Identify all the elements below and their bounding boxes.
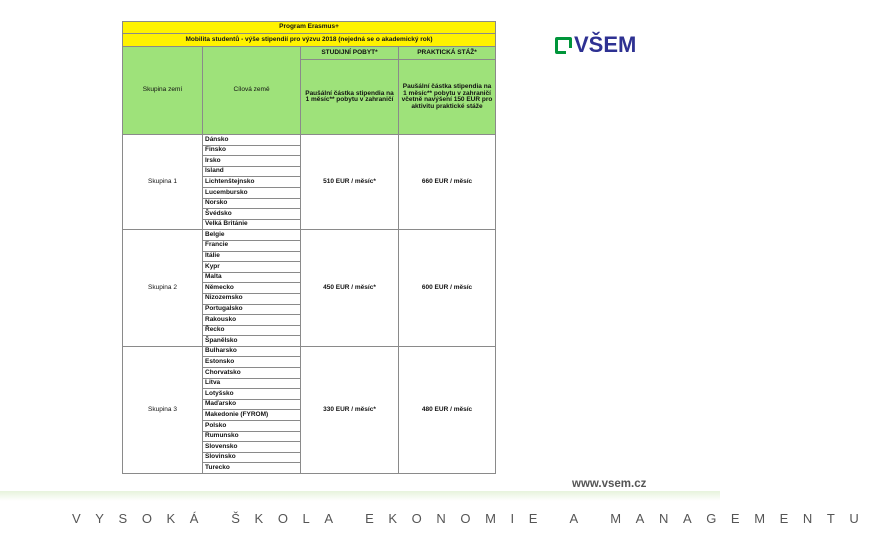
country-cell: Maďarsko (203, 399, 301, 410)
study-stipend-value: 330 EUR / měsíc* (301, 346, 399, 473)
country-cell: Itálie (203, 251, 301, 262)
country-cell: Belgie (203, 230, 301, 241)
country-cell: Nizozemsko (203, 293, 301, 304)
country-cell: Bulharsko (203, 346, 301, 357)
internship-stipend-value: 660 EUR / měsíc (399, 135, 496, 230)
footer-school-name: VYSOKÁ ŠKOLA EKONOMIE A MANAGEMENTU (72, 511, 873, 526)
group-label: Skupina 3 (123, 346, 203, 473)
country-cell: Makedonie (FYROM) (203, 410, 301, 421)
country-cell: Dánsko (203, 135, 301, 146)
website-url: www.vsem.cz (572, 478, 647, 490)
footer-divider (0, 491, 720, 501)
country-cell: Portugalsko (203, 304, 301, 315)
study-column-header: STUDIJNÍ POBYT* (301, 47, 399, 60)
study-stipend-value: 450 EUR / měsíc* (301, 230, 399, 347)
country-cell: Řecko (203, 325, 301, 336)
country-cell: Francie (203, 240, 301, 251)
internship-description: Paušální částka stipendia na 1 měsíc** pobytu v zahraničí včetně navýšení 150 EUR pro aktivitu praktické stáže (399, 60, 496, 135)
country-cell: Slovensko (203, 442, 301, 453)
country-cell: Litva (203, 378, 301, 389)
group-column-header: Skupina zemí (123, 47, 203, 135)
table-row (123, 230, 496, 241)
country-column-header: Cílová země (203, 47, 301, 135)
country-cell: Finsko (203, 145, 301, 156)
country-cell: Irsko (203, 156, 301, 167)
country-cell: Polsko (203, 421, 301, 432)
country-cell: Norsko (203, 198, 301, 209)
country-cell: Německo (203, 283, 301, 294)
program-title: Program Erasmus+ (123, 22, 496, 34)
internship-stipend-value: 600 EUR / měsíc (399, 230, 496, 347)
country-cell: Malta (203, 272, 301, 283)
country-cell: Turecko (203, 463, 301, 474)
stipend-table (122, 21, 496, 474)
country-cell: Švédsko (203, 209, 301, 220)
country-cell: Rumunsko (203, 431, 301, 442)
country-cell: Lucembursko (203, 187, 301, 198)
table-subtitle: Mobilita studentů - výše stipendií pro výzvu 2018 (nejedná se o akademický rok) (123, 34, 496, 47)
country-cell: Chorvatsko (203, 368, 301, 379)
country-cell: Rakousko (203, 315, 301, 326)
country-cell: Španělsko (203, 336, 301, 347)
table-row (123, 346, 496, 357)
logo-text: VŠEM (574, 32, 637, 57)
country-cell: Slovinsko (203, 452, 301, 463)
country-cell: Island (203, 166, 301, 177)
group-label: Skupina 1 (123, 135, 203, 230)
group-label: Skupina 2 (123, 230, 203, 347)
country-cell: Estonsko (203, 357, 301, 368)
internship-column-header: PRAKTICKÁ STÁŽ* (399, 47, 496, 60)
country-cell: Lotyšsko (203, 389, 301, 400)
vsem-logo (555, 32, 636, 58)
study-description: Paušální částka stipendia na 1 měsíc** pobytu v zahraničí (301, 60, 399, 135)
country-cell: Kypr (203, 262, 301, 273)
country-cell: Velká Británie (203, 219, 301, 230)
table-row (123, 135, 496, 146)
study-stipend-value: 510 EUR / měsíc* (301, 135, 399, 230)
logo-q-mark-icon (555, 37, 572, 54)
country-cell: Lichtenštejnsko (203, 177, 301, 188)
internship-stipend-value: 480 EUR / měsíc (399, 346, 496, 473)
